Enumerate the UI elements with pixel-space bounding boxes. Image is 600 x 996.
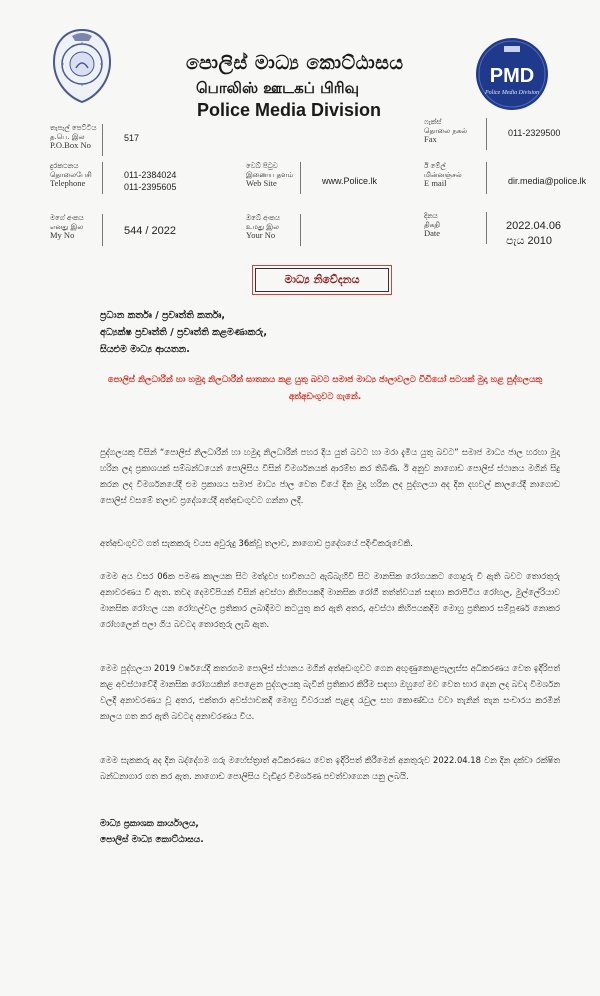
signature-block [100,816,204,848]
yourno-label: ඔබේ අංකය உமது இல Your No [246,214,280,240]
telephone-label: දුරකථනය தொலைபேசி Telephone [50,162,92,188]
myno-label: මගේ අංකය எனது இல My No [50,214,84,240]
fax-value: 011-2329500 [508,128,561,138]
pmd-logo [474,36,550,112]
email-value: dir.media@police.lk [508,176,587,186]
body-paragraph-1: පුද්ගලයකු විසින් “පොලිස් නිලධාරීන් හා හමුදා නිලධාරීන් පහර දිය යුත් බවට හා මරා දැමිය යුතු බවට” සමාජ මාධ්‍ය ජාල හරහා මුදා හරින ලද ප්‍රකාශයක් සම්බන්ධයෙන් පොලිසිය විසින් විමර්ශනයක් ආරම්භ කර තිබිණි. ඊ අනුව නාගොඩ පොලිස් ස්ථානය මගින් සිදු කරන ලද විමර්ශනයේදී එම ප්‍රකාශය සමාජ මාධ්‍ය ජාල වෙත වීයේ දින මුදා හරින ලද පුද්ගලයා අද දින දහවල් කාලයේදී නාගොඩ පොලිස් වසමේ තලාව ප්‍රදේශයේදී අත්අඩංගුවට ගන්නා ලදී. [100,447,560,505]
fax-bracket [472,118,487,150]
body-paragraph-3: මෙම අය වසර 06ක පමණ කාලයක සිට මත්ද්‍රව්‍ය භාවිතයට ඇබ්බැහිවී සිට මානසික රෝගයකට ගොදුරු වී ඇති බවට තොරතුරු අනාවරණය වී ඇත. තවද දෙමව්පියන් විසින් අවස්ථා කිහිපයකදී මානසික රෝගී තත්ත්වයන් සඳහා කරාපිටිය රෝහල, මුල්ලේරියාව මානසික රෝහල යන රෝහල්වල ප්‍රතිකාර ලබාදීමට කටයුතු කර ඇති අතර, අවස්ථා කිහිපයකදීම මොහු ප්‍රතිකාර සම්පූර්ණ නොකර රෝහලෙන් පලා ගිය බවටද තොරතුරු ලැබී ඇත. [100,571,560,629]
police-crest-logo [50,28,114,104]
headline: පොලිස් නිලධාරීන් හා හමුදා නිලධාරීන් ඝාතනය කළ යුතු බවට සමාජ මාධ්‍ය ජාලාවලට වීඩියෝ පටයක් මුදා හළ පුද්ගලයකු අත්අඩංගුවට ගැනේ. [107,375,543,402]
title-english: Police Media Division [197,100,382,120]
pobox-value: 517 [124,133,140,143]
body-paragraph-4: මෙම පුද්ගලයා 2019 වර්ෂයේදී කතරගම පොලිස් ස්ථානය මගින් අත්අඩංගුවට ගෙන අඟුණුකොළපැලැස්ස අධිකරණය වෙත ඉදිරිපත් කළ අවස්ථාවේදී මානසික රෝගයකින් පෙළෙන පුද්ගලයකු බැවින් ප්‍රතිකාර කිරීම සඳහා ඔහුගේ මව වෙත භාර දෙන ලද බවද විමර්ශන වලදී අනාවරණය වූ අතර, එක්තරා අවස්ථාවකදී මොහු විවරයක් පැළඳ රැවුල සහ කොණ්ඩය වවා තැනින් තැන සංචාරය කරමින් කාලය ගත කර ඇති බවටද අනාවරණය විය. [100,663,560,721]
telephone-value-1: 011-2384024 [124,170,177,180]
title-tamil: பொலிஸ் ஊடகப் பிரிவு [196,79,359,97]
title-sinhala: පොලිස් මාධ්‍ය කොට්ඨාසය [186,52,404,74]
telephone-bracket [88,162,103,194]
telephone-value-2: 011-2395605 [124,182,177,192]
date-value: 2022.04.06 [506,220,562,232]
fax-label: ෆැක්ස් தொலை நகல் Fax [424,118,468,144]
signature-line: පොලිස් මාධ්‍ය කොට්ඨාසය. [100,835,204,845]
addressee-block [100,307,267,358]
body-paragraph-2: අත්අඩංගුවට ගත් සැකකරු වයස අවුරුදු 36ක්වූ තලාව, නාගොඩ ප්‍රදේශයේ පදිංචිකරුවෙකි. [100,538,413,548]
website-bracket [286,162,301,194]
email-label: ඊ මේල් மின்னஞ்சல் E mail [424,162,462,188]
myno-value: 544 / 2022 [124,225,176,237]
pobox-bracket [88,124,103,156]
media-release-title-box [255,268,389,292]
pmd-logo-text: PMD [489,65,535,87]
yourno-bracket [286,214,301,246]
addressee-line: සියළුම මාධ්‍ය ආයතන. [100,344,190,355]
body-paragraph-5: මෙම සැකකරු අද දින බද්දේගම ගරු මහේස්ත්‍රාත් අධිකරණය වෙත ඉදිරිපත් කිරීමෙන් අනතුරුව 2022.04.18 වන දින දක්වා රක්ෂිත බන්ධනාගාර ගත කර ඇත. නාගොඩ පොලිසිය වැඩිදුර විමර්ශණ පවත්වාගෙන යනු ලබයි. [100,755,560,781]
website-value: www.Police.lk [322,176,378,186]
date-bracket [472,212,487,244]
signature-line: මාධ්‍ය ප්‍රකාශක කාර්යාලය, [100,819,199,829]
time-value: පැය 2010 [506,235,552,247]
addressee-line: අධ්‍යක්ෂ ප්‍රවෘත්ති / ප්‍රවෘත්ති කළමණාකරු, [100,327,267,338]
myno-bracket [88,214,103,246]
pobox-label: තැපැල් පෙට්ටිය த.பெ. இல P.O.Box No [50,124,97,150]
email-bracket [472,162,487,194]
addressee-line: ප්‍රධාන කර්තෘ / ප්‍රවෘත්ති කර්තෘ, [100,310,226,321]
date-label: දිනය திகதி Date [424,212,441,238]
pmd-logo-subtext: Police Media Division [485,90,539,96]
website-label: වෙබ් පිටුව இணைய தளம் Web Site [246,162,294,188]
media-release-title: මාධ්‍ය නිවේදනය [284,273,360,286]
